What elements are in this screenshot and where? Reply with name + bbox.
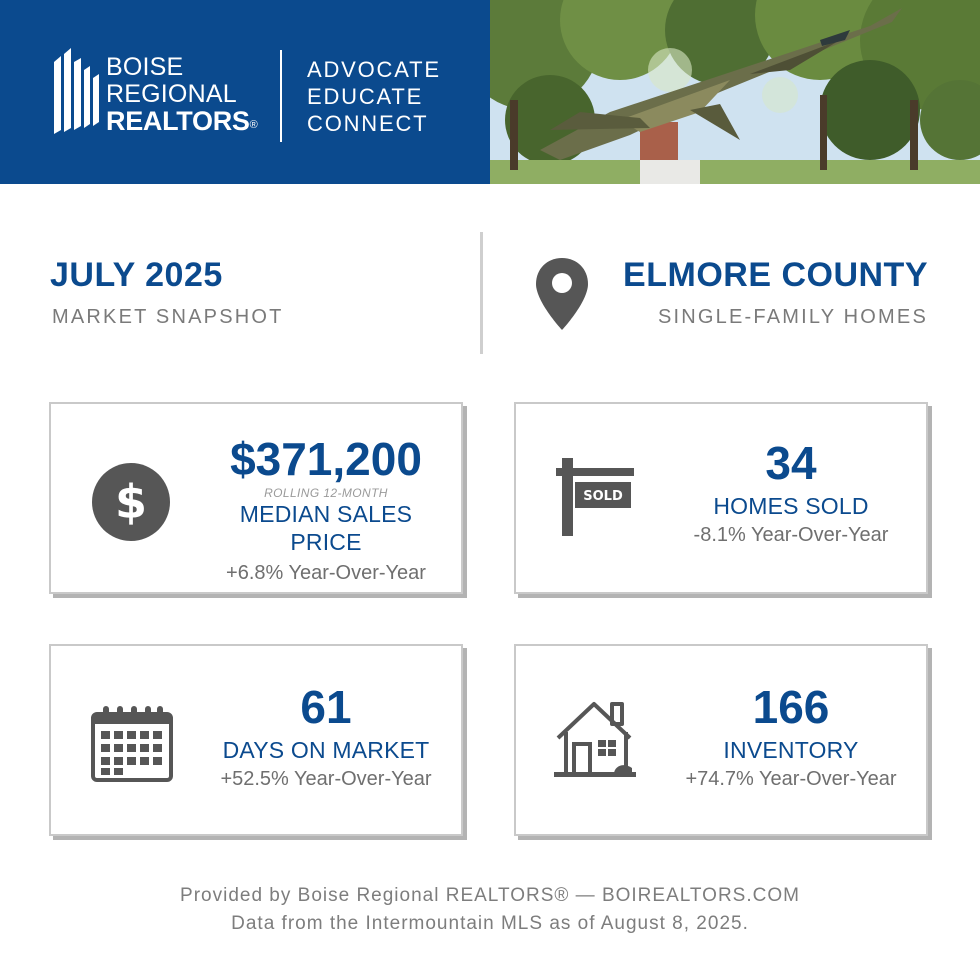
homes-sold-card [514,402,928,594]
days-on-market-text [201,682,451,792]
homes-sold-yoy: -8.1% Year-Over-Year [693,524,889,546]
calendar-icon [91,704,173,782]
tagline-educate: EDUCATE [307,84,424,109]
logo-line-1: BOISE [106,53,184,81]
header-banner [0,0,490,184]
inventory-value: 166 [752,681,830,733]
sold-sign-text: SOLD [583,489,623,504]
header-divider [280,50,282,142]
jet-monument-photo [490,0,980,184]
svg-text:$: $ [114,475,148,529]
tagline [307,56,441,137]
county-name: ELMORE COUNTY [623,256,928,294]
homes-sold-text [666,438,916,548]
inventory-yoy: +74.7% Year-Over-Year [685,768,897,790]
homes-sold-label: HOMES SOLD [713,493,869,519]
days-on-market-label: DAYS ON MARKET [222,737,430,763]
median-price-note: ROLLING 12-MONTH [264,486,388,500]
home-type: SINGLE-FAMILY HOMES [657,306,928,328]
map-pin-icon [534,256,590,332]
tagline-advocate: ADVOCATE [307,57,441,82]
median-price-card [49,402,463,594]
footer-data-source: Data from the Intermountain MLS as of August 8, 2025. [231,913,749,934]
logo-wordmark [106,54,257,135]
report-month: JULY 2025 [50,256,223,294]
median-price-label: MEDIAN SALES PRICE [239,501,413,555]
median-price-value: $371,200 [230,433,422,485]
tagline-connect: CONNECT [307,111,429,136]
days-on-market-value: 61 [300,681,352,733]
header-photo [490,0,980,184]
footer [0,882,980,938]
inventory-card [514,644,928,836]
brr-logo-icon [54,48,100,136]
inventory-label: INVENTORY [723,737,859,763]
median-price-yoy: +6.8% Year-Over-Year [226,562,426,584]
logo-line-3: REALTORS® [106,106,258,136]
logo-line-2: REGIONAL [106,80,237,108]
days-on-market-card [49,644,463,836]
median-price-text [201,434,451,586]
dollar-coin-icon [91,462,171,542]
days-on-market-yoy: +52.5% Year-Over-Year [220,768,432,790]
sold-sign-icon [556,456,636,538]
inventory-text [666,682,916,792]
footer-provider: Provided by Boise Regional REALTORS® — BOIREALTORS.COM [180,885,800,906]
house-icon [554,698,636,780]
report-subtitle: MARKET SNAPSHOT [52,306,284,328]
title-divider [480,232,483,354]
homes-sold-value: 34 [765,437,817,489]
